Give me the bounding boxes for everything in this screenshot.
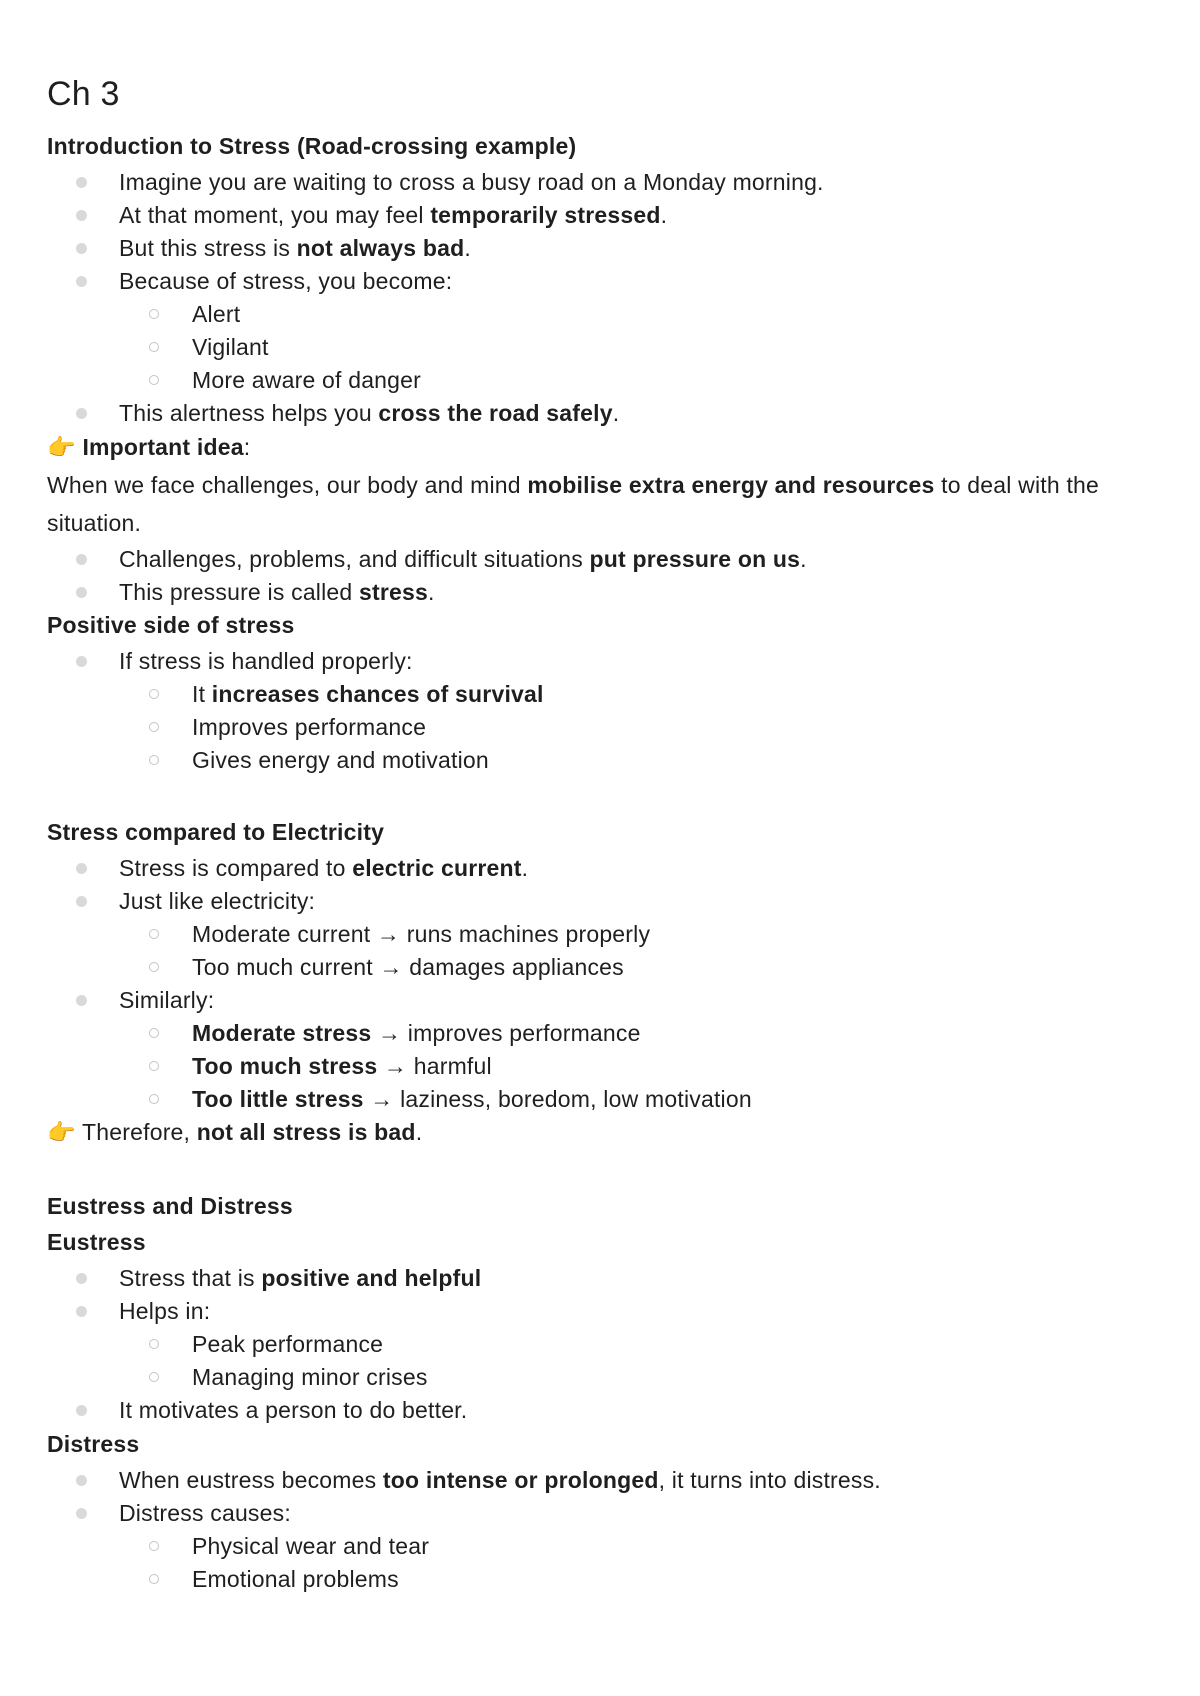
bullet-icon [76, 656, 87, 667]
sub-list-item: Physical wear and tear [192, 1533, 430, 1559]
list-item: It motivates a person to do better. [119, 1397, 468, 1423]
important-idea-label: 👉 Important idea: [47, 434, 251, 461]
sub-list-item: Emotional problems [192, 1566, 399, 1592]
sub-bullet-icon [149, 755, 159, 765]
sub-list-item: More aware of danger [192, 367, 422, 393]
bullet-icon [76, 210, 87, 221]
sub-bullet-icon [149, 689, 159, 699]
list-item: If stress is handled properly: [119, 648, 413, 674]
sub-list-item: Managing minor crises [192, 1364, 428, 1390]
list-item: At that moment, you may feel temporarily stressed. [119, 202, 668, 228]
sub-list-item: Too much current → damages appliances [192, 954, 624, 980]
bullet-icon [76, 995, 87, 1006]
list-item: Just like electricity: [119, 888, 316, 914]
sub-list-item: Moderate current → runs machines properly [192, 921, 651, 947]
sub-list-item: Moderate stress → improves performance [192, 1020, 641, 1046]
sub-bullet-icon [149, 1028, 159, 1038]
list-item: This alertness helps you cross the road safely. [119, 400, 620, 426]
bullet-icon [76, 1508, 87, 1519]
pointing-hand-icon: 👉 [47, 1120, 76, 1146]
sub-bullet-icon [149, 309, 159, 319]
sub-list-item: Improves performance [192, 714, 427, 740]
list-item: Helps in: [119, 1298, 211, 1324]
conclusion-line: 👉 Therefore, not all stress is bad. [47, 1119, 423, 1146]
list-item: Challenges, problems, and difficult situations put pressure on us. [119, 546, 807, 572]
list-item: This pressure is called stress. [119, 579, 435, 605]
list-item: Imagine you are waiting to cross a busy road on a Monday morning. [119, 169, 824, 195]
section-heading-eustress-distress: Eustress and Distress [47, 1193, 293, 1219]
sub-bullet-icon [149, 929, 159, 939]
sub-list-item: Too little stress → laziness, boredom, low motivation [192, 1086, 752, 1112]
sub-bullet-icon [149, 1372, 159, 1382]
bullet-icon [76, 276, 87, 287]
sub-bullet-icon [149, 962, 159, 972]
list-item: Stress is compared to electric current. [119, 855, 529, 881]
sub-list-item: It increases chances of survival [192, 681, 544, 707]
sub-bullet-icon [149, 1574, 159, 1584]
sub-bullet-icon [149, 1339, 159, 1349]
important-idea-paragraph: When we face challenges, our body and mind mobilise extra energy and resources to deal with the situation. [47, 472, 1100, 536]
pointing-hand-icon: 👉 [47, 435, 76, 461]
sub-bullet-icon [149, 722, 159, 732]
bullet-icon [76, 1405, 87, 1416]
bullet-icon [76, 896, 87, 907]
sub-bullet-icon [149, 1061, 159, 1071]
section-heading-intro: Introduction to Stress (Road-crossing example) [47, 133, 577, 159]
list-item: Stress that is positive and helpful [119, 1265, 482, 1291]
section-heading-positive: Positive side of stress [47, 612, 295, 638]
bullet-icon [76, 408, 87, 419]
subheading-eustress: Eustress [47, 1229, 146, 1255]
bullet-icon [76, 863, 87, 874]
list-item: Because of stress, you become: [119, 268, 453, 294]
list-item: Distress causes: [119, 1500, 291, 1526]
list-item: When eustress becomes too intense or prolonged, it turns into distress. [119, 1467, 881, 1493]
sub-bullet-icon [149, 1541, 159, 1551]
bullet-icon [76, 1475, 87, 1486]
subheading-distress: Distress [47, 1431, 140, 1457]
list-item: But this stress is not always bad. [119, 235, 471, 261]
sub-bullet-icon [149, 342, 159, 352]
bullet-icon [76, 243, 87, 254]
sub-list-item: Peak performance [192, 1331, 384, 1357]
sub-list-item: Too much stress → harmful [192, 1053, 492, 1079]
list-item: Similarly: [119, 987, 215, 1013]
bullet-icon [76, 177, 87, 188]
bullet-icon [76, 1306, 87, 1317]
sub-bullet-icon [149, 375, 159, 385]
section-heading-electricity: Stress compared to Electricity [47, 819, 385, 845]
bullet-icon [76, 554, 87, 565]
page-title: Ch 3 [47, 75, 120, 113]
sub-bullet-icon [149, 1094, 159, 1104]
sub-list-item: Alert [192, 301, 241, 327]
sub-list-item: Vigilant [192, 334, 269, 360]
sub-list-item: Gives energy and motivation [192, 747, 489, 773]
bullet-icon [76, 587, 87, 598]
bullet-icon [76, 1273, 87, 1284]
